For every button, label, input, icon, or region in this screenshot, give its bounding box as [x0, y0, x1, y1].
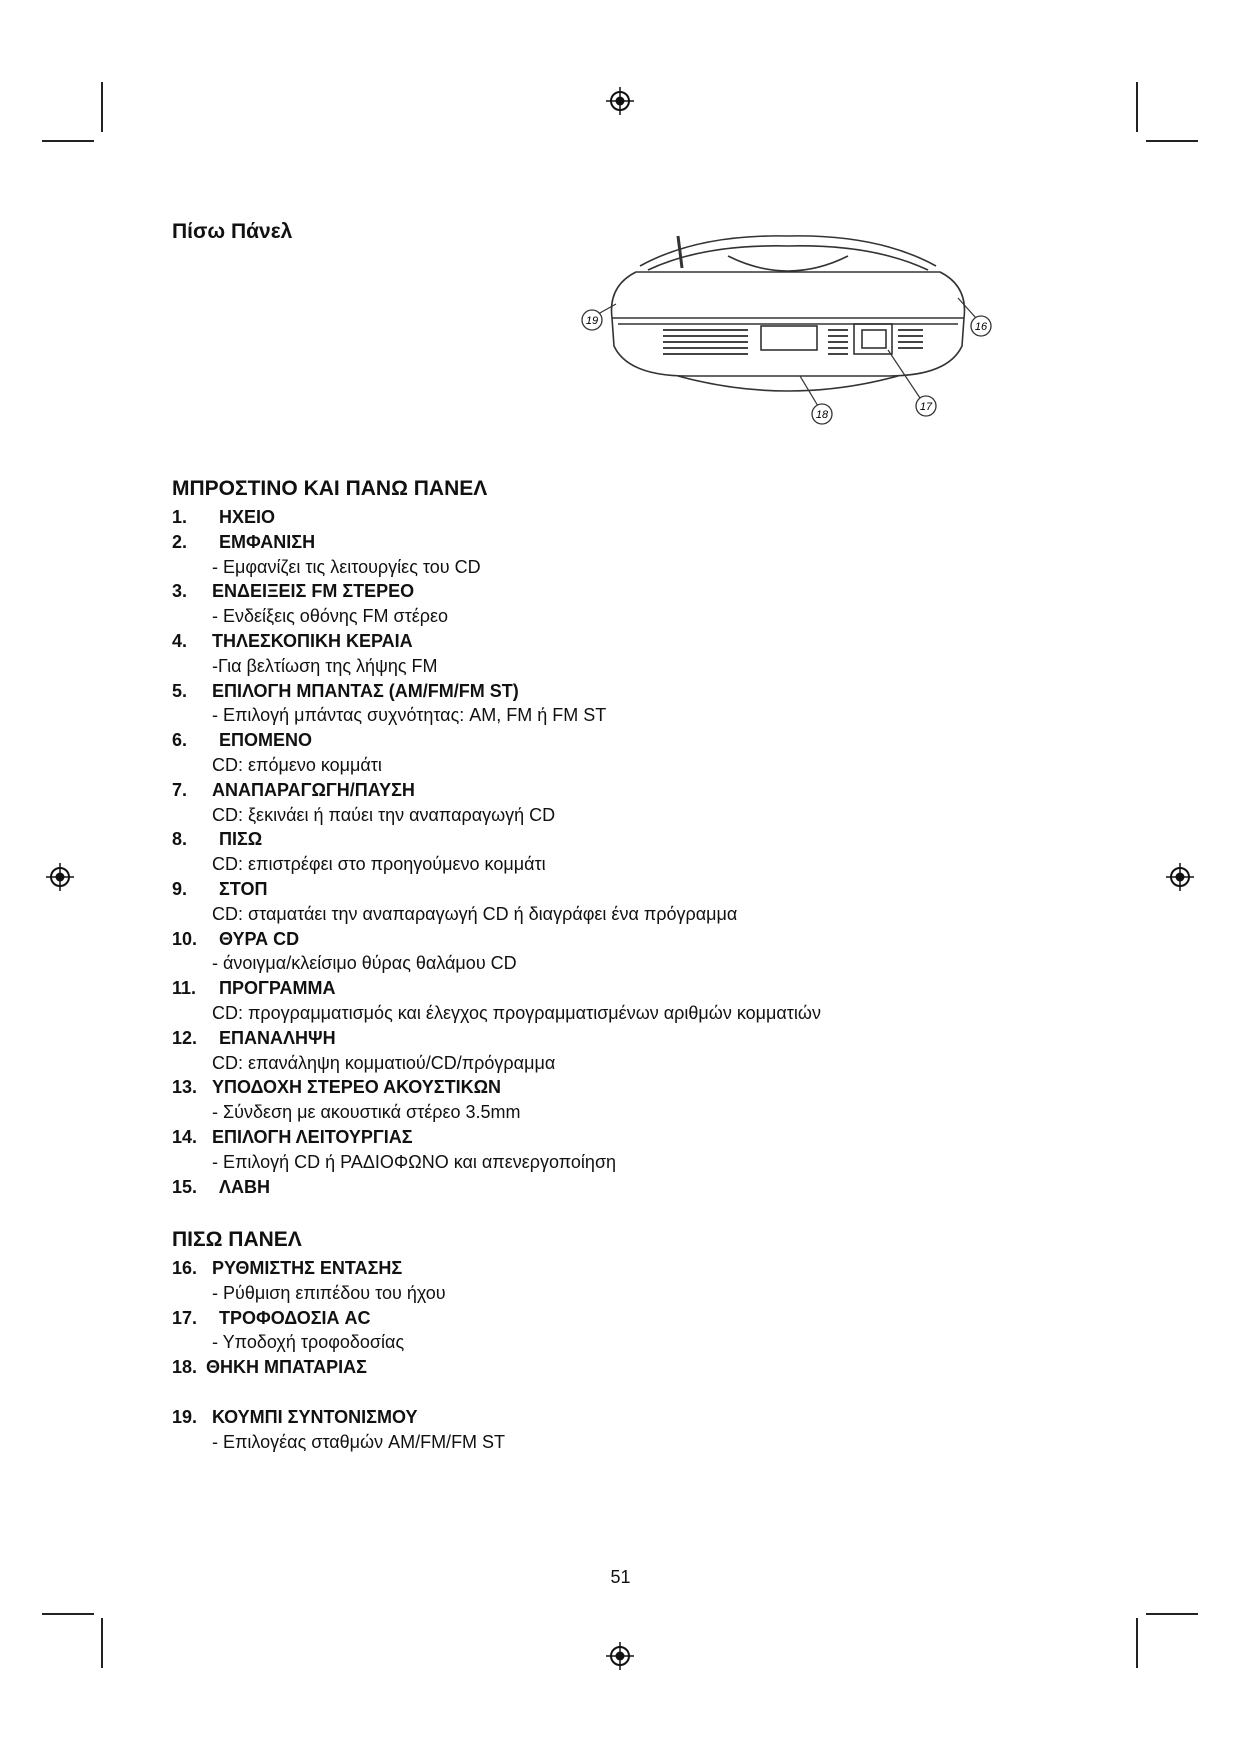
- list-item: 6. ΕΠΟΜΕΝΟ: [172, 730, 313, 751]
- crop-mark: [1136, 1618, 1138, 1668]
- list-item: 15. ΛΑΒΗ: [172, 1176, 271, 1197]
- item-description: CD: επανάληψη κομματιού/CD/πρόγραμμα: [212, 1052, 556, 1073]
- item-description: - Επιλογέας σταθμών AM/FM/FM ST: [212, 1431, 506, 1452]
- list-item: 10. ΘΥΡΑ CD: [172, 928, 300, 949]
- list-item: 9. ΣΤΟΠ: [172, 878, 268, 899]
- radio-outline: [612, 236, 965, 391]
- item-description: - Εμφανίζει τις λειτουργίες του CD: [212, 556, 481, 577]
- item-description: - Ρύθμιση επιπέδου του ήχου: [212, 1282, 446, 1303]
- item-description: CD: επιστρέφει στο προηγούμενο κομμάτι: [212, 854, 546, 875]
- list-item: 4. ΤΗΛΕΣΚΟΠΙΚΗ ΚΕΡΑΙΑ: [172, 630, 413, 651]
- svg-text:17: 17: [919, 401, 933, 413]
- svg-text:18: 18: [815, 409, 829, 421]
- page-title: Πίσω Πάνελ: [172, 220, 293, 243]
- crop-mark: [1146, 1613, 1198, 1615]
- rear-panel-list: [172, 1256, 1072, 1454]
- spacer: [172, 1380, 1072, 1405]
- registration-mark-icon: [1165, 862, 1195, 892]
- callout-18: [812, 404, 832, 424]
- item-description: CD: επόμενο κομμάτι: [212, 754, 382, 775]
- crop-mark: [42, 1613, 94, 1615]
- page-number: 51: [610, 1567, 631, 1587]
- item-description: - Ενδείξεις οθόνης FM στέρεο: [212, 606, 449, 627]
- crop-mark: [42, 140, 94, 142]
- registration-mark-icon: [605, 86, 635, 116]
- item-description: - Επιλογή μπάντας συχνότητας: AM, FM ή FM ST: [212, 705, 607, 726]
- list-item: 8. ΠΙΣΩ: [172, 829, 263, 850]
- list-item: 7. ΑΝΑΠΑΡΑΓΩΓΗ/ΠΑΥΣΗ: [172, 779, 415, 800]
- list-item: 18. ΘΗΚΗ ΜΠΑΤΑΡΙΑΣ: [172, 1357, 367, 1378]
- list-item: 11. ΠΡΟΓΡΑΜΜΑ: [172, 978, 336, 999]
- item-description: - Επιλογή CD ή ΡΑΔΙΟΦΩΝΟ και απενεργοποίηση: [212, 1151, 617, 1172]
- list-item: 17. ΤΡΟΦΟΔΟΣΙΑ AC: [172, 1307, 371, 1328]
- registration-mark-icon: [605, 1641, 635, 1671]
- item-description: - άνοιγμα/κλείσιμο θύρας θαλάμου CD: [212, 953, 517, 974]
- list-item: 16. ΡΥΘΜΙΣΤΗΣ ΕΝΤΑΣΗΣ: [172, 1258, 403, 1278]
- list-item: 12. ΕΠΑΝΑΛΗΨΗ: [172, 1027, 336, 1048]
- crop-mark: [1146, 140, 1198, 142]
- svg-text:19: 19: [585, 315, 599, 327]
- list-item: 14. ΕΠΙΛΟΓΗ ΛΕΙΤΟΥΡΓΙΑΣ: [172, 1126, 413, 1147]
- item-description: CD: σταματάει την αναπαραγωγή CD ή διαγράφει ένα πρόγραμμα: [212, 903, 738, 924]
- svg-text:16: 16: [974, 321, 988, 333]
- item-description: - Σύνδεση με ακουστικά στέρεο 3.5mm: [212, 1102, 521, 1123]
- callout-16: [971, 316, 991, 336]
- callout-17: [916, 396, 936, 416]
- item-description: -Για βελτίωση της λήψης FM: [212, 655, 438, 676]
- item-description: CD: ξεκινάει ή παύει την αναπαραγωγή CD: [212, 804, 556, 825]
- crop-mark: [101, 1618, 103, 1668]
- registration-mark-icon: [45, 862, 75, 892]
- callout-19: [582, 310, 602, 330]
- list-item: 13. ΥΠΟΔΟΧΗ ΣΤΕΡΕΟ ΑΚΟΥΣΤΙΚΩΝ: [172, 1077, 502, 1098]
- list-item: 19. ΚΟΥΜΠΙ ΣΥΝΤΟΝΙΣΜΟΥ: [172, 1406, 418, 1427]
- front-top-panel-title: ΜΠΡΟΣΤΙΝΟ ΚΑΙ ΠΑΝΩ ΠΑΝΕΛ: [172, 477, 488, 500]
- crop-mark: [1136, 82, 1138, 132]
- rear-panel-title: ΠΙΣΩ ΠΑΝΕΛ: [172, 1228, 302, 1251]
- front-top-panel-list: [172, 505, 1072, 1199]
- list-item: 2. ΕΜΦΑΝΙΣΗ: [172, 531, 316, 552]
- list-item: 5. ΕΠΙΛΟΓΗ ΜΠΑΝΤΑΣ (AM/FM/FM ST): [172, 680, 519, 701]
- list-item: 1. ΗΧΕΙΟ: [172, 507, 276, 527]
- item-description: - Υποδοχή τροφοδοσίας: [212, 1332, 405, 1353]
- rear-panel-diagram: [578, 226, 998, 431]
- item-description: CD: προγραμματισμός και έλεγχος προγραμματισμένων αριθμών κομματιών: [212, 1002, 821, 1023]
- crop-mark: [101, 82, 103, 132]
- list-item: 3. ΕΝΔΕΙΞΕΙΣ FM ΣΤΕΡΕΟ: [172, 581, 415, 602]
